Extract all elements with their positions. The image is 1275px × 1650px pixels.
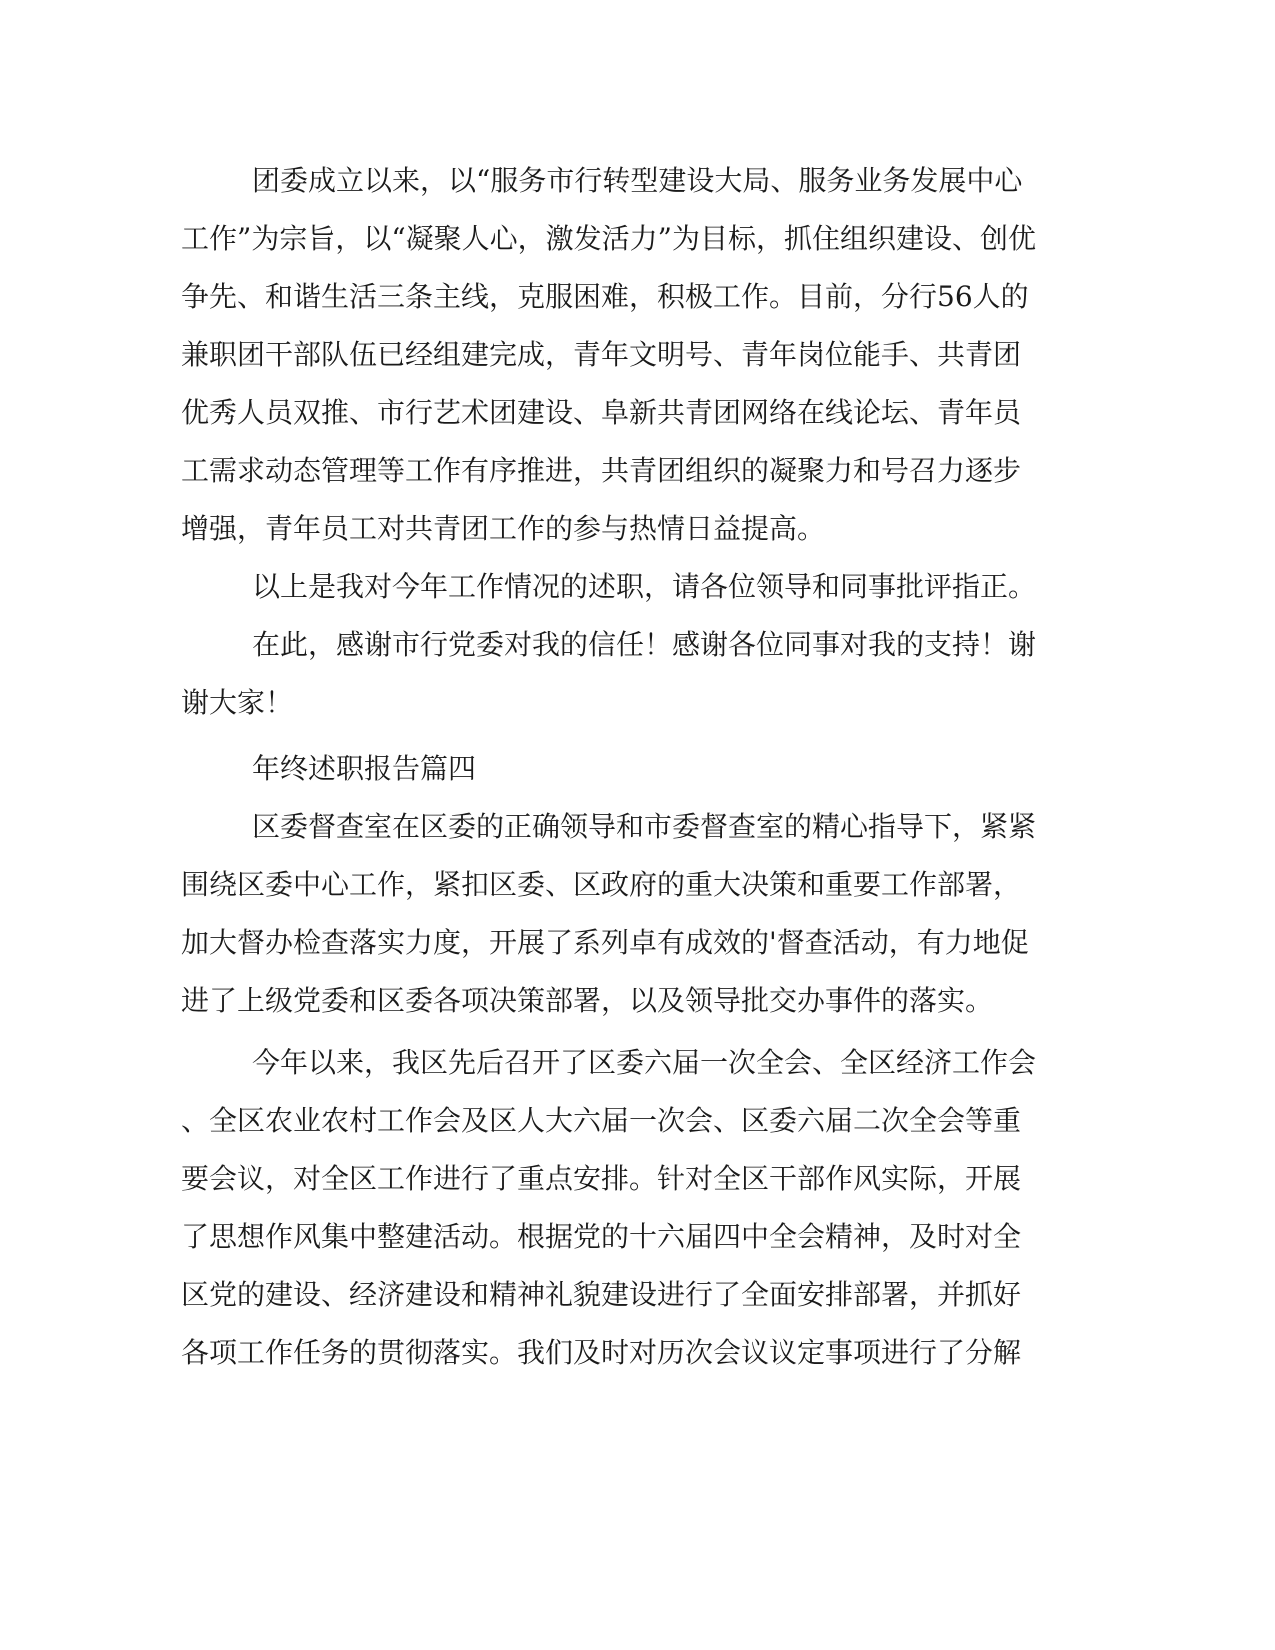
text-line: 争先、和谐生活三条主线，克服困难，积极工作。目前，分行56人的 xyxy=(181,280,1029,313)
text-line: 今年以来，我区先后召开了区委六届一次全会、全区经济工作会 xyxy=(252,1046,1037,1079)
text-line: 谢大家！ xyxy=(181,686,294,719)
text-line: 了思想作风集中整建活动。根据党的十六届四中全会精神，及时对全 xyxy=(181,1220,1022,1253)
text-line: 工作”为宗旨，以“凝聚人心，激发活力”为目标，抓住组织建设、创优 xyxy=(181,222,1036,255)
text-line: 加大督办检查落实力度，开展了系列卓有成效的'督查活动，有力地促 xyxy=(181,926,1029,959)
text-line: 各项工作任务的贯彻落实。我们及时对历次会议议定事项进行了分解 xyxy=(181,1336,1022,1369)
text-line: 优秀人员双推、市行艺术团建设、阜新共青团网络在线论坛、青年员 xyxy=(181,396,1022,429)
text-line: 在此，感谢市行党委对我的信任！感谢各位同事对我的支持！谢 xyxy=(252,628,1037,661)
section-heading: 年终述职报告篇四 xyxy=(252,752,477,785)
text-line: 团委成立以来，以“服务市行转型建设大局、服务业务发展中心 xyxy=(252,164,1023,197)
text-line: 、全区农业农村工作会及区人大六届一次会、区委六届二次全会等重 xyxy=(181,1104,1022,1137)
text-line: 进了上级党委和区委各项决策部署，以及领导批交办事件的落实。 xyxy=(181,984,994,1017)
text-line: 兼职团干部队伍已经组建完成，青年文明号、青年岗位能手、共青团 xyxy=(181,338,1022,371)
text-line: 以上是我对今年工作情况的述职，请各位领导和同事批评指正。 xyxy=(252,570,1037,603)
text-line: 增强，青年员工对共青团工作的参与热情日益提高。 xyxy=(181,512,826,545)
text-line: 要会议，对全区工作进行了重点安排。针对全区干部作风实际，开展 xyxy=(181,1162,1022,1195)
text-line: 区党的建设、经济建设和精神礼貌建设进行了全面安排部署，并抓好 xyxy=(181,1278,1022,1311)
text-line: 区委督查室在区委的正确领导和市委督查室的精心指导下，紧紧 xyxy=(252,810,1037,843)
text-line: 围绕区委中心工作，紧扣区委、区政府的重大决策和重要工作部署， xyxy=(181,868,1022,901)
text-line: 工需求动态管理等工作有序推进，共青团组织的凝聚力和号召力逐步 xyxy=(181,454,1022,487)
